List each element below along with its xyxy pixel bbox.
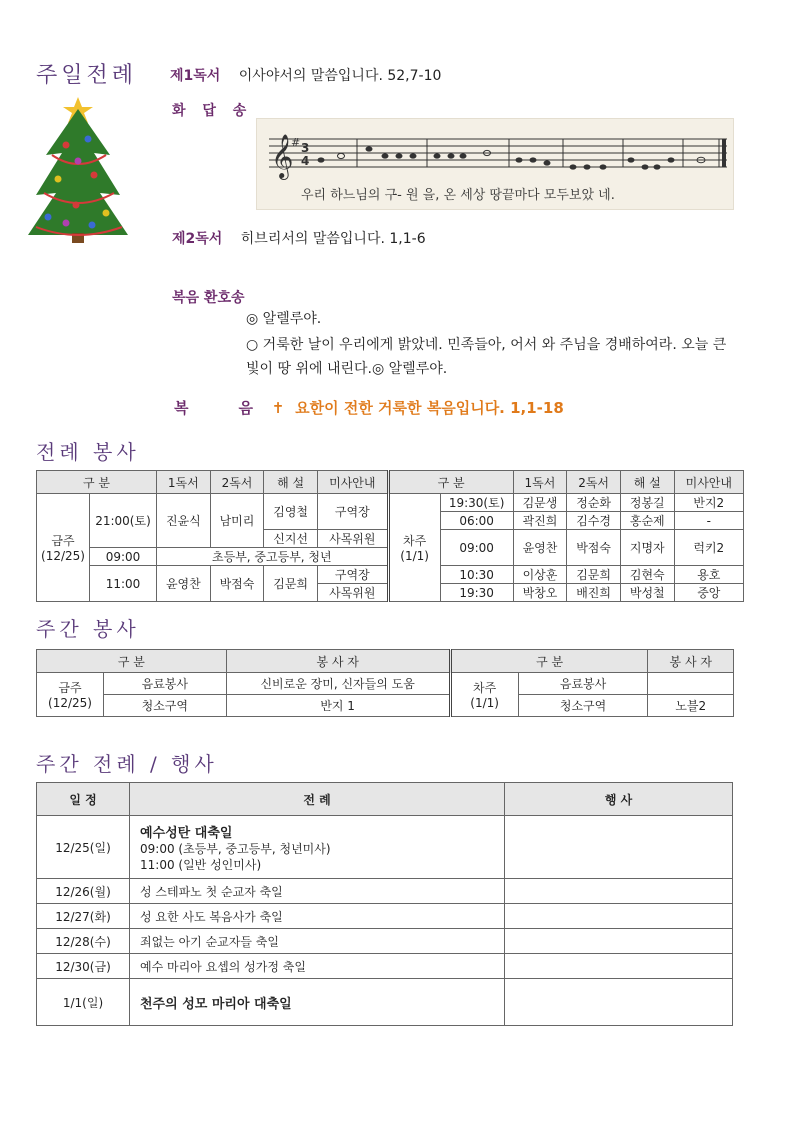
- date-cell: 12/30(금): [37, 954, 130, 979]
- time-cell: 06:00: [440, 512, 513, 530]
- col-header-reading1: 1독서: [157, 471, 211, 494]
- this-week-cell: [37, 673, 104, 717]
- col-header-category: 구 분: [388, 471, 513, 494]
- liturgy-sub: 09:00 (초등부, 중고등부, 청년미사): [140, 841, 331, 856]
- svg-text:3: 3: [301, 141, 310, 155]
- reader2-cell: 배진희: [567, 584, 621, 602]
- col-header-event: 행 사: [505, 783, 733, 816]
- merged-cell: 초등부, 중고등부, 청년: [157, 548, 389, 566]
- commentator-cell: 지명자: [620, 530, 674, 566]
- next-week-date: (1/1): [400, 549, 429, 563]
- liturgy-cell: 죄없는 아기 순교자들 축일: [130, 929, 505, 954]
- second-reading-label: 제2독서: [172, 231, 223, 247]
- reader1-cell: 진윤식: [157, 494, 211, 548]
- guide-cell: 럭키2: [674, 530, 743, 566]
- reader1-cell: 윤영찬: [513, 530, 567, 566]
- reader2-cell: 김수경: [567, 512, 621, 530]
- liturgy-cell: 성 스테파노 첫 순교자 축일: [130, 879, 505, 904]
- reader2-cell: 김문희: [567, 566, 621, 584]
- guide-cell: 구역장: [317, 494, 388, 530]
- weekly-service-title: 주간 봉사: [36, 617, 140, 641]
- date-cell: 12/27(화): [37, 904, 130, 929]
- liturgy-title: 예수성탄 대축일: [140, 825, 233, 841]
- liturgy-service-title: 전례 봉사: [36, 440, 140, 464]
- volunteer-cell: 신비로운 장미, 신자들의 도움: [226, 673, 450, 695]
- col-header-category: 구 분: [37, 471, 157, 494]
- volunteer-cell: 반지 1: [226, 695, 450, 717]
- col-header-reading2: 2독서: [567, 471, 621, 494]
- time-cell: 19:30(토): [440, 494, 513, 512]
- liturgy-cell: [130, 816, 505, 879]
- event-cell: [505, 979, 733, 1026]
- reader1-cell: 윤영찬: [157, 566, 211, 602]
- guide-cell: 사목위원: [317, 584, 388, 602]
- time-cell: 11:00: [90, 566, 157, 602]
- svg-text:𝄞: 𝄞: [271, 134, 294, 178]
- task-cell: 청소구역: [518, 695, 648, 717]
- reader1-cell: 박창오: [513, 584, 567, 602]
- time-cell: 09:00: [440, 530, 513, 566]
- acclamation-label: 복음 환호송: [172, 290, 245, 306]
- gospel-text: 요한이 전한 거룩한 복음입니다. 1,1-18: [295, 399, 564, 417]
- col-header-guide: 미사안내: [674, 471, 743, 494]
- col-header-category: 구 분: [450, 650, 648, 673]
- commentator-cell: 김문희: [264, 566, 318, 602]
- volunteer-cell: 노블2: [648, 695, 734, 717]
- psalm-score: [256, 118, 734, 210]
- col-header-volunteer: 봉 사 자: [226, 650, 450, 673]
- gospel-line: [174, 397, 564, 418]
- commentator-cell: 신지선: [264, 530, 318, 548]
- cross-icon: ✝: [271, 399, 285, 417]
- event-cell: [505, 904, 733, 929]
- col-header-liturgy: 전 례: [130, 783, 505, 816]
- psalm-lyrics: 우리 하느님의 구- 원 을, 온 세상 땅끝마다 모두보았 네.: [301, 188, 615, 203]
- reader1-cell: 이상훈: [513, 566, 567, 584]
- first-reading: [170, 65, 441, 85]
- music-staff-icon: [257, 119, 733, 209]
- task-cell: 음료봉사: [104, 673, 227, 695]
- commentator-cell: 김현숙: [620, 566, 674, 584]
- commentator-cell: 정봉길: [620, 494, 674, 512]
- guide-cell: 구역장: [317, 566, 388, 584]
- liturgy-service-table: [36, 470, 744, 602]
- commentator-cell: 홍순제: [620, 512, 674, 530]
- time-cell: 09:00: [90, 548, 157, 566]
- liturgy-cell: 성 요한 사도 복음사가 축일: [130, 904, 505, 929]
- this-week-date: (12/25): [41, 549, 85, 563]
- task-cell: 청소구역: [104, 695, 227, 717]
- liturgy-cell: 천주의 성모 마리아 대축일: [130, 979, 505, 1026]
- time-cell: 19:30: [440, 584, 513, 602]
- first-reading-label: 제1독서: [170, 68, 221, 84]
- event-cell: [505, 929, 733, 954]
- volunteer-cell: [648, 673, 734, 695]
- col-header-volunteer: 봉 사 자: [648, 650, 734, 673]
- date-cell: 12/26(월): [37, 879, 130, 904]
- event-cell: [505, 816, 733, 879]
- col-header-date: 일 정: [37, 783, 130, 816]
- task-cell: 음료봉사: [518, 673, 648, 695]
- event-cell: [505, 879, 733, 904]
- reader2-cell: 박점숙: [567, 530, 621, 566]
- next-week-cell: [450, 673, 518, 717]
- commentator-cell: 박성철: [620, 584, 674, 602]
- svg-text:4: 4: [301, 154, 310, 168]
- date-cell: 1/1(일): [37, 979, 130, 1026]
- next-week-cell: [388, 494, 440, 602]
- reader2-cell: 박점숙: [210, 566, 264, 602]
- second-reading-text: 히브리서의 말씀입니다. 1,1-6: [240, 231, 426, 247]
- next-week-date: (1/1): [470, 696, 499, 710]
- guide-cell: -: [674, 512, 743, 530]
- weekly-events-title: 주간 전례 / 행사: [36, 752, 218, 776]
- liturgy-sub: 11:00 (일반 성인미사): [140, 857, 262, 872]
- reader2-cell: 정순화: [567, 494, 621, 512]
- guide-cell: 반지2: [674, 494, 743, 512]
- this-week-cell: [37, 494, 90, 602]
- guide-cell: 용호: [674, 566, 743, 584]
- sunday-liturgy-title: 주일전례: [36, 63, 138, 88]
- acclamation-verse: ○ 거룩한 날이 우리에게 밝았네. 민족들아, 어서 와 주님을 경배하여라. 오늘 큰 빛이 땅 위에 내린다.◎ 알렐루야.: [246, 337, 727, 377]
- this-week-date: (12/25): [48, 696, 92, 710]
- christmas-tree-icon: [22, 95, 134, 245]
- gospel-label-1: 복: [174, 399, 191, 417]
- gospel-label-2: 음: [238, 399, 253, 417]
- reader1-cell: 김문생: [513, 494, 567, 512]
- col-header-category: 구 분: [37, 650, 227, 673]
- first-reading-text: 이사야서의 말씀입니다. 52,7-10: [238, 68, 442, 84]
- svg-text:#: #: [291, 136, 301, 149]
- col-header-commentary: 해 설: [264, 471, 318, 494]
- next-week-label: 차주: [473, 681, 497, 695]
- weekly-service-table: [36, 649, 734, 717]
- reader2-cell: 남미리: [210, 494, 264, 548]
- this-week-label: 금주: [51, 534, 75, 548]
- reader1-cell: 곽진희: [513, 512, 567, 530]
- acclamation-response: ◎ 알렐루야.: [246, 311, 322, 327]
- weekly-events-table: [36, 782, 733, 1026]
- next-week-label: 차주: [403, 534, 427, 548]
- guide-cell: 중앙: [674, 584, 743, 602]
- this-week-label: 금주: [58, 681, 82, 695]
- col-header-reading2: 2독서: [210, 471, 264, 494]
- date-cell: 12/28(수): [37, 929, 130, 954]
- col-header-reading1: 1독서: [513, 471, 567, 494]
- event-cell: [505, 954, 733, 979]
- date-cell: 12/25(일): [37, 816, 130, 879]
- commentator-cell: 김영철: [264, 494, 318, 530]
- second-reading: [172, 228, 426, 248]
- guide-cell: 사목위원: [317, 530, 388, 548]
- time-cell: 21:00(토): [90, 494, 157, 548]
- col-header-commentary: 해 설: [620, 471, 674, 494]
- psalm-label: 화 답 송: [172, 103, 253, 119]
- col-header-guide: 미사안내: [317, 471, 388, 494]
- liturgy-cell: 예수 마리아 요셉의 성가정 축일: [130, 954, 505, 979]
- time-cell: 10:30: [440, 566, 513, 584]
